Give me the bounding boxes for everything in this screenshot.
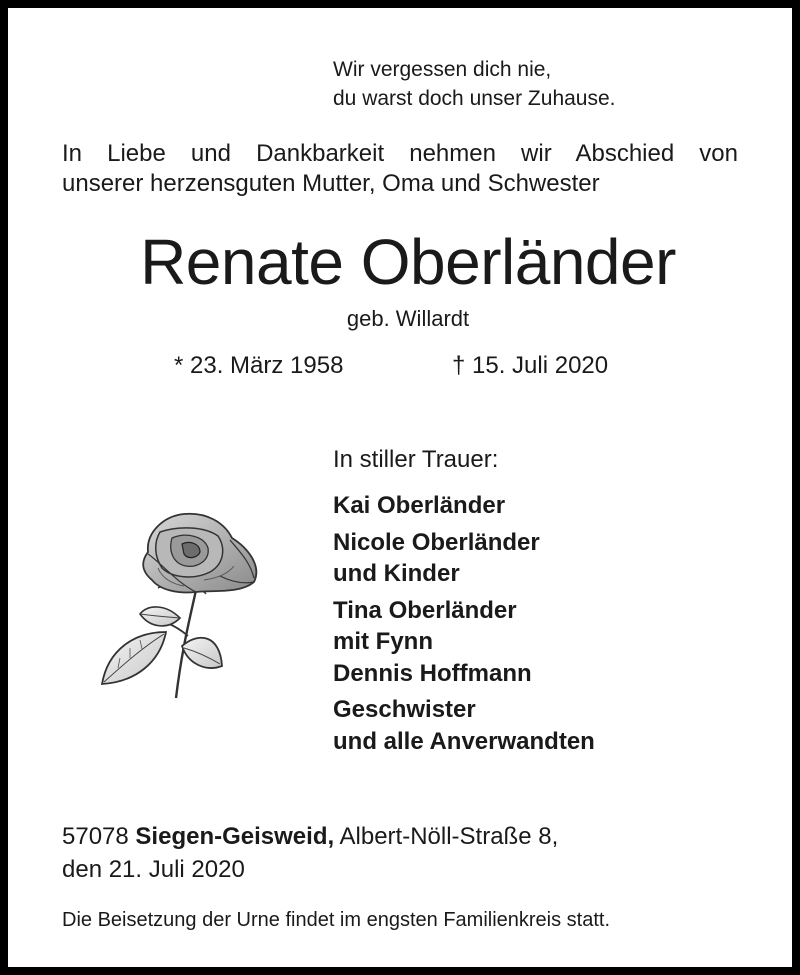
mourner-name: und alle Anverwandten bbox=[333, 727, 595, 755]
intro-line-1: In Liebe und Dankbarkeit nehmen wir Abschied von bbox=[62, 140, 738, 167]
address-line bbox=[62, 820, 558, 853]
birth-date: * 23. März 1958 bbox=[174, 352, 344, 379]
intro-line-2: unserer herzensguten Mutter, Oma und Schwester bbox=[62, 170, 600, 197]
mourner-name: Dennis Hoffmann bbox=[333, 659, 532, 687]
mourner-group bbox=[333, 527, 595, 590]
mourner-group bbox=[333, 490, 595, 522]
mourner-name: Nicole Oberländer bbox=[333, 528, 540, 556]
death-date: † 15. Juli 2020 bbox=[452, 352, 609, 379]
mourners-list bbox=[333, 490, 595, 762]
postcode: 57078 bbox=[62, 823, 129, 850]
city: Siegen-Geisweid, bbox=[135, 823, 335, 850]
mourner-name: mit Fynn bbox=[333, 628, 433, 655]
mourner-group bbox=[333, 595, 595, 690]
mourning-heading: In stiller Trauer: bbox=[333, 446, 499, 473]
mourner-name: und Kinder bbox=[333, 560, 460, 587]
address-block bbox=[62, 820, 558, 886]
mourner-name: Tina Oberländer bbox=[333, 596, 517, 624]
date-line: den 21. Juli 2020 bbox=[62, 856, 245, 883]
mourner-name: Geschwister bbox=[333, 696, 476, 723]
rose-illustration bbox=[100, 508, 270, 708]
motto-line-2: du warst doch unser Zuhause. bbox=[333, 87, 616, 110]
mourner-group bbox=[333, 694, 595, 757]
burial-note: Die Beisetzung der Urne findet im engsten Familienkreis statt. bbox=[62, 909, 611, 931]
intro-text bbox=[62, 139, 738, 199]
street: Albert-Nöll-Straße 8, bbox=[339, 823, 559, 850]
maiden-name: geb. Willardt bbox=[346, 306, 470, 331]
motto bbox=[333, 55, 616, 113]
deceased-name: Renate Oberländer bbox=[140, 226, 676, 298]
motto-line-1: Wir vergessen dich nie, bbox=[333, 58, 552, 81]
mourner-name: Kai Oberländer bbox=[333, 492, 506, 519]
